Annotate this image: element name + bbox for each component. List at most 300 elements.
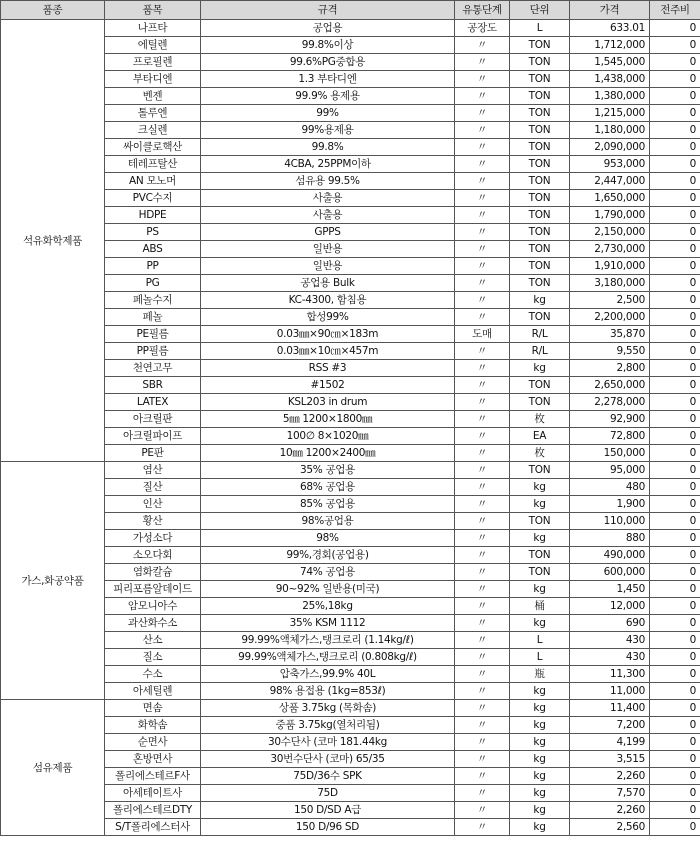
table-row bbox=[1, 445, 700, 462]
spec-cell: 100∅ 8×1020㎜ bbox=[201, 428, 455, 445]
price-cell: 1,380,000 bbox=[570, 88, 650, 105]
unit-cell: 枚 bbox=[510, 445, 570, 462]
unit-cell: kg bbox=[510, 717, 570, 734]
change-cell: 0 bbox=[650, 428, 700, 445]
spec-cell: 99.99%액체가스,탱크로리 (0.808kg/ℓ) bbox=[201, 649, 455, 666]
spec-cell: 90~92% 일반용(미국) bbox=[201, 581, 455, 598]
unit-cell: L bbox=[510, 649, 570, 666]
change-cell: 0 bbox=[650, 139, 700, 156]
unit-cell: L bbox=[510, 20, 570, 37]
distribution-cell: 〃 bbox=[455, 513, 510, 530]
distribution-cell: 〃 bbox=[455, 377, 510, 394]
spec-cell: 99%용제용 bbox=[201, 122, 455, 139]
item-cell: 암모니아수 bbox=[105, 598, 201, 615]
change-cell: 0 bbox=[650, 275, 700, 292]
spec-cell: 4CBA, 25PPM이하 bbox=[201, 156, 455, 173]
item-cell: 과산화수소 bbox=[105, 615, 201, 632]
unit-cell: TON bbox=[510, 139, 570, 156]
price-cell: 2,260 bbox=[570, 802, 650, 819]
table-row bbox=[1, 428, 700, 445]
unit-cell: kg bbox=[510, 683, 570, 700]
distribution-cell: 〃 bbox=[455, 683, 510, 700]
spec-cell: 99.6%PG중합용 bbox=[201, 54, 455, 71]
item-cell: 프로필렌 bbox=[105, 54, 201, 71]
distribution-cell: 〃 bbox=[455, 275, 510, 292]
change-cell: 0 bbox=[650, 666, 700, 683]
price-cell: 110,000 bbox=[570, 513, 650, 530]
spec-cell: 35% KSM 1112 bbox=[201, 615, 455, 632]
unit-cell: TON bbox=[510, 207, 570, 224]
change-cell: 0 bbox=[650, 581, 700, 598]
table-row bbox=[1, 683, 700, 700]
unit-cell: 桶 bbox=[510, 598, 570, 615]
table-row bbox=[1, 785, 700, 802]
table-row bbox=[1, 309, 700, 326]
price-cell: 1,180,000 bbox=[570, 122, 650, 139]
distribution-cell: 〃 bbox=[455, 360, 510, 377]
table-row bbox=[1, 411, 700, 428]
spec-cell: 사출용 bbox=[201, 190, 455, 207]
distribution-cell: 〃 bbox=[455, 564, 510, 581]
change-cell: 0 bbox=[650, 207, 700, 224]
change-cell: 0 bbox=[650, 734, 700, 751]
unit-cell: TON bbox=[510, 88, 570, 105]
spec-cell: 35% 공업용 bbox=[201, 462, 455, 479]
price-cell: 480 bbox=[570, 479, 650, 496]
spec-cell: 98% bbox=[201, 530, 455, 547]
item-cell: 아크릴판 bbox=[105, 411, 201, 428]
table-row bbox=[1, 462, 700, 479]
header-category: 품종 bbox=[1, 1, 105, 20]
change-cell: 0 bbox=[650, 513, 700, 530]
unit-cell: TON bbox=[510, 71, 570, 88]
change-cell: 0 bbox=[650, 190, 700, 207]
unit-cell: TON bbox=[510, 309, 570, 326]
item-cell: 크실렌 bbox=[105, 122, 201, 139]
item-cell: 아크릴파이프 bbox=[105, 428, 201, 445]
spec-cell: 25%,18kg bbox=[201, 598, 455, 615]
change-cell: 0 bbox=[650, 717, 700, 734]
header-item: 품목 bbox=[105, 1, 201, 20]
table-row bbox=[1, 377, 700, 394]
price-cell: 12,000 bbox=[570, 598, 650, 615]
spec-cell: 30번수단사 (코마) 65/35 bbox=[201, 751, 455, 768]
item-cell: 아세틸렌 bbox=[105, 683, 201, 700]
change-cell: 0 bbox=[650, 598, 700, 615]
item-cell: 산소 bbox=[105, 632, 201, 649]
item-cell: 순면사 bbox=[105, 734, 201, 751]
price-cell: 1,215,000 bbox=[570, 105, 650, 122]
item-cell: 염산 bbox=[105, 462, 201, 479]
item-cell: 혼방면사 bbox=[105, 751, 201, 768]
price-cell: 1,650,000 bbox=[570, 190, 650, 207]
change-cell: 0 bbox=[650, 530, 700, 547]
spec-cell: 10㎜ 1200×2400㎜ bbox=[201, 445, 455, 462]
table-row bbox=[1, 564, 700, 581]
price-cell: 2,278,000 bbox=[570, 394, 650, 411]
table-row bbox=[1, 666, 700, 683]
table-row bbox=[1, 802, 700, 819]
change-cell: 0 bbox=[650, 71, 700, 88]
item-cell: 면솜 bbox=[105, 700, 201, 717]
distribution-cell: 〃 bbox=[455, 411, 510, 428]
price-cell: 2,730,000 bbox=[570, 241, 650, 258]
spec-cell: 압축가스,99.9% 40L bbox=[201, 666, 455, 683]
spec-cell: 99.8%이상 bbox=[201, 37, 455, 54]
item-cell: 폴리에스테르F사 bbox=[105, 768, 201, 785]
spec-cell: 중품 3.75kg(열처리됨) bbox=[201, 717, 455, 734]
table-row bbox=[1, 496, 700, 513]
change-cell: 0 bbox=[650, 292, 700, 309]
distribution-cell: 〃 bbox=[455, 700, 510, 717]
table-row bbox=[1, 258, 700, 275]
change-cell: 0 bbox=[650, 768, 700, 785]
unit-cell: TON bbox=[510, 105, 570, 122]
change-cell: 0 bbox=[650, 819, 700, 836]
distribution-cell: 〃 bbox=[455, 54, 510, 71]
item-cell: 가성소다 bbox=[105, 530, 201, 547]
table-row bbox=[1, 547, 700, 564]
distribution-cell: 〃 bbox=[455, 190, 510, 207]
change-cell: 0 bbox=[650, 156, 700, 173]
table-row bbox=[1, 139, 700, 156]
spec-cell: 일반용 bbox=[201, 258, 455, 275]
item-cell: S/T폴리에스터사 bbox=[105, 819, 201, 836]
unit-cell: EA bbox=[510, 428, 570, 445]
distribution-cell: 〃 bbox=[455, 343, 510, 360]
distribution-cell: 〃 bbox=[455, 547, 510, 564]
distribution-cell: 〃 bbox=[455, 241, 510, 258]
spec-cell: 98% 용접용 (1kg=853ℓ) bbox=[201, 683, 455, 700]
item-cell: 천연고무 bbox=[105, 360, 201, 377]
unit-cell: kg bbox=[510, 785, 570, 802]
distribution-cell: 〃 bbox=[455, 309, 510, 326]
spec-cell: 상품 3.75kg (목화솜) bbox=[201, 700, 455, 717]
spec-cell: 30수단사 (코마 181.44kg bbox=[201, 734, 455, 751]
distribution-cell: 〃 bbox=[455, 666, 510, 683]
table-row bbox=[1, 649, 700, 666]
change-cell: 0 bbox=[650, 615, 700, 632]
unit-cell: kg bbox=[510, 802, 570, 819]
change-cell: 0 bbox=[650, 360, 700, 377]
distribution-cell: 〃 bbox=[455, 139, 510, 156]
distribution-cell: 〃 bbox=[455, 751, 510, 768]
item-cell: 폴리에스테르DTY bbox=[105, 802, 201, 819]
table-row bbox=[1, 88, 700, 105]
change-cell: 0 bbox=[650, 479, 700, 496]
item-cell: 나프타 bbox=[105, 20, 201, 37]
unit-cell: 枚 bbox=[510, 411, 570, 428]
spec-cell: 일반용 bbox=[201, 241, 455, 258]
spec-cell: 99%,경회(공업용) bbox=[201, 547, 455, 564]
unit-cell: TON bbox=[510, 54, 570, 71]
distribution-cell: 〃 bbox=[455, 207, 510, 224]
distribution-cell: 공장도 bbox=[455, 20, 510, 37]
change-cell: 0 bbox=[650, 802, 700, 819]
distribution-cell: 〃 bbox=[455, 496, 510, 513]
price-cell: 2,560 bbox=[570, 819, 650, 836]
distribution-cell: 〃 bbox=[455, 785, 510, 802]
unit-cell: 瓶 bbox=[510, 666, 570, 683]
table-row bbox=[1, 275, 700, 292]
price-cell: 2,650,000 bbox=[570, 377, 650, 394]
change-cell: 0 bbox=[650, 394, 700, 411]
distribution-cell: 〃 bbox=[455, 802, 510, 819]
unit-cell: kg bbox=[510, 751, 570, 768]
table-row bbox=[1, 343, 700, 360]
item-cell: 테레프탈산 bbox=[105, 156, 201, 173]
spec-cell: 99.8% bbox=[201, 139, 455, 156]
table-row bbox=[1, 479, 700, 496]
spec-cell: 74% 공업용 bbox=[201, 564, 455, 581]
distribution-cell: 도매 bbox=[455, 326, 510, 343]
price-cell: 2,447,000 bbox=[570, 173, 650, 190]
table-row bbox=[1, 598, 700, 615]
unit-cell: TON bbox=[510, 224, 570, 241]
unit-cell: kg bbox=[510, 615, 570, 632]
price-cell: 11,000 bbox=[570, 683, 650, 700]
price-cell: 9,550 bbox=[570, 343, 650, 360]
table-row bbox=[1, 768, 700, 785]
unit-cell: TON bbox=[510, 547, 570, 564]
item-cell: 아세테이트사 bbox=[105, 785, 201, 802]
change-cell: 0 bbox=[650, 547, 700, 564]
spec-cell: 합성99% bbox=[201, 309, 455, 326]
header-row bbox=[1, 1, 700, 20]
header-distribution: 유통단계 bbox=[455, 1, 510, 20]
distribution-cell: 〃 bbox=[455, 156, 510, 173]
unit-cell: TON bbox=[510, 156, 570, 173]
spec-cell: 1.3 부타디엔 bbox=[201, 71, 455, 88]
distribution-cell: 〃 bbox=[455, 173, 510, 190]
table-row bbox=[1, 734, 700, 751]
item-cell: PP필름 bbox=[105, 343, 201, 360]
unit-cell: kg bbox=[510, 360, 570, 377]
item-cell: PE판 bbox=[105, 445, 201, 462]
table-row bbox=[1, 156, 700, 173]
price-cell: 7,570 bbox=[570, 785, 650, 802]
spec-cell: 공업용 Bulk bbox=[201, 275, 455, 292]
table-row bbox=[1, 700, 700, 717]
item-cell: 싸이클로핵산 bbox=[105, 139, 201, 156]
unit-cell: TON bbox=[510, 122, 570, 139]
unit-cell: kg bbox=[510, 734, 570, 751]
change-cell: 0 bbox=[650, 411, 700, 428]
unit-cell: TON bbox=[510, 564, 570, 581]
spec-cell: 0.03㎜×10㎝×457m bbox=[201, 343, 455, 360]
distribution-cell: 〃 bbox=[455, 768, 510, 785]
price-cell: 1,450 bbox=[570, 581, 650, 598]
unit-cell: TON bbox=[510, 275, 570, 292]
item-cell: SBR bbox=[105, 377, 201, 394]
change-cell: 0 bbox=[650, 632, 700, 649]
header-price: 가격 bbox=[570, 1, 650, 20]
price-cell: 2,150,000 bbox=[570, 224, 650, 241]
change-cell: 0 bbox=[650, 785, 700, 802]
distribution-cell: 〃 bbox=[455, 479, 510, 496]
spec-cell: RSS #3 bbox=[201, 360, 455, 377]
table-row bbox=[1, 20, 700, 37]
table-row bbox=[1, 581, 700, 598]
spec-cell: 5㎜ 1200×1800㎜ bbox=[201, 411, 455, 428]
change-cell: 0 bbox=[650, 496, 700, 513]
distribution-cell: 〃 bbox=[455, 649, 510, 666]
change-cell: 0 bbox=[650, 649, 700, 666]
spec-cell: 섬유용 99.5% bbox=[201, 173, 455, 190]
distribution-cell: 〃 bbox=[455, 428, 510, 445]
unit-cell: TON bbox=[510, 241, 570, 258]
table-row bbox=[1, 54, 700, 71]
distribution-cell: 〃 bbox=[455, 258, 510, 275]
price-cell: 2,090,000 bbox=[570, 139, 650, 156]
price-cell: 600,000 bbox=[570, 564, 650, 581]
item-cell: 염화칼슘 bbox=[105, 564, 201, 581]
change-cell: 0 bbox=[650, 88, 700, 105]
unit-cell: TON bbox=[510, 394, 570, 411]
price-cell: 633.01 bbox=[570, 20, 650, 37]
table-row bbox=[1, 173, 700, 190]
table-row bbox=[1, 224, 700, 241]
item-cell: 화학솜 bbox=[105, 717, 201, 734]
change-cell: 0 bbox=[650, 683, 700, 700]
spec-cell: 99.9% 용제용 bbox=[201, 88, 455, 105]
price-cell: 430 bbox=[570, 649, 650, 666]
change-cell: 0 bbox=[650, 37, 700, 54]
item-cell: LATEX bbox=[105, 394, 201, 411]
price-cell: 2,500 bbox=[570, 292, 650, 309]
unit-cell: TON bbox=[510, 173, 570, 190]
price-cell: 35,870 bbox=[570, 326, 650, 343]
unit-cell: TON bbox=[510, 258, 570, 275]
price-cell: 11,300 bbox=[570, 666, 650, 683]
table-row bbox=[1, 360, 700, 377]
distribution-cell: 〃 bbox=[455, 734, 510, 751]
change-cell: 0 bbox=[650, 326, 700, 343]
unit-cell: kg bbox=[510, 768, 570, 785]
change-cell: 0 bbox=[650, 377, 700, 394]
item-cell: AN 모노머 bbox=[105, 173, 201, 190]
price-cell: 11,400 bbox=[570, 700, 650, 717]
spec-cell: 150 D/96 SD bbox=[201, 819, 455, 836]
distribution-cell: 〃 bbox=[455, 88, 510, 105]
item-cell: HDPE bbox=[105, 207, 201, 224]
distribution-cell: 〃 bbox=[455, 717, 510, 734]
item-cell: 톨루엔 bbox=[105, 105, 201, 122]
price-cell: 490,000 bbox=[570, 547, 650, 564]
table-row bbox=[1, 394, 700, 411]
header-spec: 규격 bbox=[201, 1, 455, 20]
change-cell: 0 bbox=[650, 241, 700, 258]
item-cell: PP bbox=[105, 258, 201, 275]
change-cell: 0 bbox=[650, 224, 700, 241]
item-cell: 부타디엔 bbox=[105, 71, 201, 88]
category-cell: 가스,화공약품 bbox=[1, 462, 105, 700]
table-row bbox=[1, 819, 700, 836]
table-row bbox=[1, 105, 700, 122]
unit-cell: kg bbox=[510, 479, 570, 496]
spec-cell: 99% bbox=[201, 105, 455, 122]
change-cell: 0 bbox=[650, 445, 700, 462]
item-cell: PS bbox=[105, 224, 201, 241]
distribution-cell: 〃 bbox=[455, 632, 510, 649]
table-row bbox=[1, 513, 700, 530]
price-cell: 430 bbox=[570, 632, 650, 649]
distribution-cell: 〃 bbox=[455, 598, 510, 615]
distribution-cell: 〃 bbox=[455, 530, 510, 547]
table-body bbox=[1, 20, 700, 836]
item-cell: 질소 bbox=[105, 649, 201, 666]
price-cell: 95,000 bbox=[570, 462, 650, 479]
price-cell: 2,200,000 bbox=[570, 309, 650, 326]
price-cell: 690 bbox=[570, 615, 650, 632]
change-cell: 0 bbox=[650, 700, 700, 717]
unit-cell: TON bbox=[510, 462, 570, 479]
table-row bbox=[1, 241, 700, 258]
price-cell: 3,180,000 bbox=[570, 275, 650, 292]
price-cell: 92,900 bbox=[570, 411, 650, 428]
distribution-cell: 〃 bbox=[455, 37, 510, 54]
table-header bbox=[1, 1, 700, 20]
item-cell: 페놀수지 bbox=[105, 292, 201, 309]
category-cell: 석유화학제품 bbox=[1, 20, 105, 462]
header-unit: 단위 bbox=[510, 1, 570, 20]
table-row bbox=[1, 717, 700, 734]
table-row bbox=[1, 632, 700, 649]
table-row bbox=[1, 190, 700, 207]
spec-cell: #1502 bbox=[201, 377, 455, 394]
spec-cell: 0.03㎜×90㎝×183m bbox=[201, 326, 455, 343]
item-cell: 벤젠 bbox=[105, 88, 201, 105]
item-cell: 황산 bbox=[105, 513, 201, 530]
distribution-cell: 〃 bbox=[455, 224, 510, 241]
price-cell: 1,910,000 bbox=[570, 258, 650, 275]
item-cell: 질산 bbox=[105, 479, 201, 496]
distribution-cell: 〃 bbox=[455, 615, 510, 632]
price-cell: 1,712,000 bbox=[570, 37, 650, 54]
price-cell: 150,000 bbox=[570, 445, 650, 462]
table-row bbox=[1, 292, 700, 309]
price-cell: 1,545,000 bbox=[570, 54, 650, 71]
unit-cell: TON bbox=[510, 377, 570, 394]
table-row bbox=[1, 530, 700, 547]
change-cell: 0 bbox=[650, 105, 700, 122]
change-cell: 0 bbox=[650, 54, 700, 71]
price-cell: 4,199 bbox=[570, 734, 650, 751]
spec-cell: 85% 공업용 bbox=[201, 496, 455, 513]
spec-cell: GPPS bbox=[201, 224, 455, 241]
item-cell: 인산 bbox=[105, 496, 201, 513]
item-cell: 에틸렌 bbox=[105, 37, 201, 54]
spec-cell: 75D/36수 SPK bbox=[201, 768, 455, 785]
item-cell: PG bbox=[105, 275, 201, 292]
spec-cell: 98%공업용 bbox=[201, 513, 455, 530]
change-cell: 0 bbox=[650, 20, 700, 37]
distribution-cell: 〃 bbox=[455, 71, 510, 88]
distribution-cell: 〃 bbox=[455, 394, 510, 411]
price-cell: 953,000 bbox=[570, 156, 650, 173]
unit-cell: kg bbox=[510, 496, 570, 513]
item-cell: 피리포름알데이드 bbox=[105, 581, 201, 598]
price-cell: 880 bbox=[570, 530, 650, 547]
spec-cell: 75D bbox=[201, 785, 455, 802]
table-row bbox=[1, 207, 700, 224]
unit-cell: R/L bbox=[510, 326, 570, 343]
spec-cell: 68% 공업용 bbox=[201, 479, 455, 496]
unit-cell: TON bbox=[510, 513, 570, 530]
change-cell: 0 bbox=[650, 309, 700, 326]
item-cell: ABS bbox=[105, 241, 201, 258]
unit-cell: TON bbox=[510, 37, 570, 54]
